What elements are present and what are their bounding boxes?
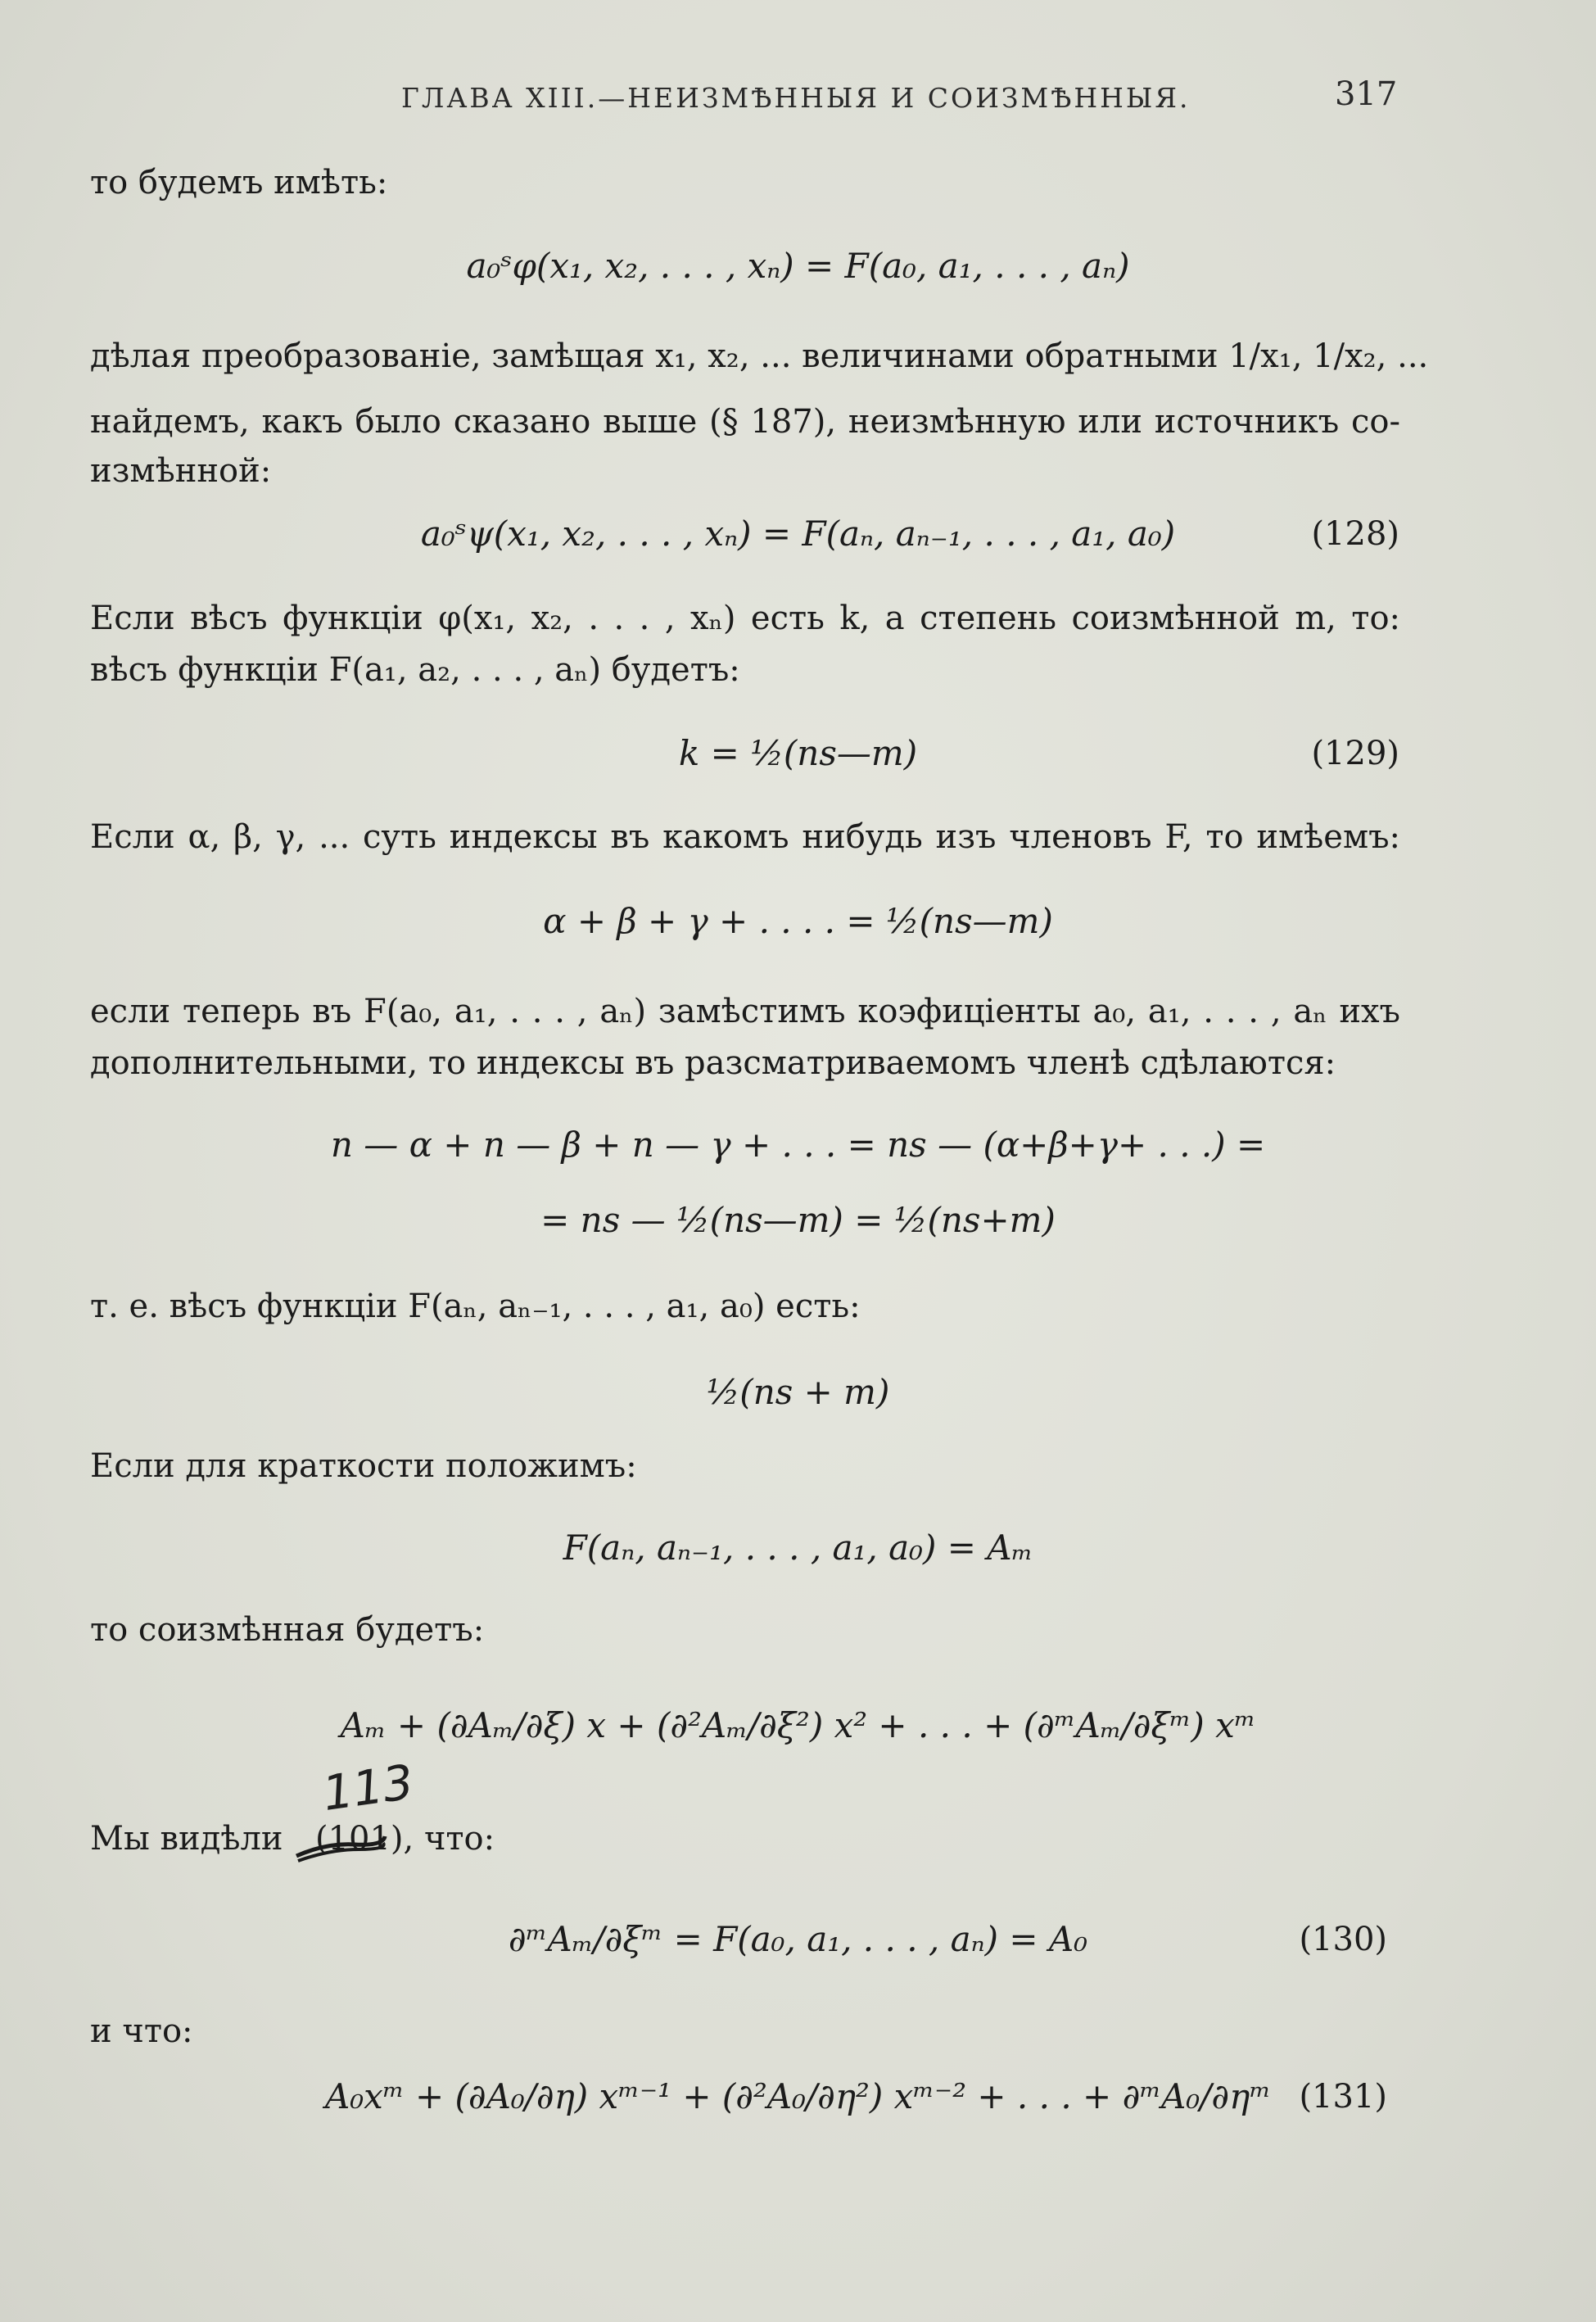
- equation-number-130: (130): [1299, 1921, 1387, 1958]
- text-line-9: дополнительными, то индексы въ разсматриваемомъ членѣ сдѣлаются:: [90, 1044, 1336, 1082]
- text-line-13-end: что:: [423, 1820, 495, 1858]
- text-line-11: Если для краткости положимъ:: [90, 1447, 637, 1485]
- text-line-10: т. е. вѣсъ функціи F(aₙ, aₙ₋₁, . . . , a₁, a₀) есть:: [90, 1288, 861, 1325]
- formula-9: Aₘ + (∂Aₘ/∂ξ) x + (∂²Aₘ/∂ξ²) x² + . . . + (∂ᵐAₘ/∂ξᵐ) xᵐ: [340, 1705, 1256, 1745]
- equation-number-128: (128): [1311, 515, 1399, 553]
- formula-4: α + β + γ + . . . . = ½(ns—m): [543, 901, 1053, 941]
- text-line-3: найдемъ, какъ было сказано выше (§ 187), неизмѣнную или источникъ со-: [90, 403, 1400, 441]
- formula-1: a₀ˢφ(x₁, x₂, . . . , xₙ) = F(a₀, a₁, . . . , aₙ): [466, 246, 1130, 286]
- strikethrough-mark: [293, 1831, 387, 1864]
- formula-7: ½(ns + m): [706, 1372, 890, 1412]
- text-line-2: дѣлая преобразованіе, замѣщая x₁, x₂, ... величинами обратными 1/x₁, 1/x₂, ...: [90, 337, 1429, 375]
- text-line-5: Если вѣсъ функціи φ(x₁, x₂, . . . , xₙ) есть k, а степень соизмѣнной m, то:: [90, 600, 1400, 637]
- text-line-12: то соизмѣнная будетъ:: [90, 1611, 485, 1649]
- running-head: ГЛАВА XIII.—НЕИЗМѢННЫЯ И СОИЗМѢННЫЯ.: [401, 82, 1191, 114]
- handwritten-annotation: 113: [319, 1754, 417, 1822]
- struck-reference: (101),: [314, 1820, 414, 1858]
- formula-3: k = ½(ns—m): [678, 733, 918, 773]
- equation-number-129: (129): [1311, 735, 1399, 772]
- text-line-1: то будемъ имѣть:: [90, 164, 388, 201]
- formula-2: a₀ˢψ(x₁, x₂, . . . , xₙ) = F(aₙ, aₙ₋₁, . . . , a₁, a₀): [420, 514, 1176, 554]
- page-header: [0, 75, 1596, 116]
- page-number: 317: [1335, 75, 1398, 113]
- text-line-6: вѣсъ функціи F(a₁, a₂, . . . , aₙ) будетъ:: [90, 651, 740, 689]
- text-line-4: измѣнной:: [90, 452, 272, 490]
- text-line-13-start: Мы видѣли: [90, 1820, 283, 1858]
- text-line-14: и что:: [90, 2012, 193, 2050]
- formula-10: ∂ᵐAₘ/∂ξᵐ = F(a₀, a₁, . . . , aₙ) = A₀: [508, 1919, 1088, 1959]
- text-line-7: Если α, β, γ, ... суть индексы въ какомъ нибудь изъ членовъ F, то имѣемъ:: [90, 818, 1400, 856]
- formula-8: F(aₙ, aₙ₋₁, . . . , a₁, a₀) = Aₘ: [563, 1528, 1033, 1568]
- text-line-8: если теперь въ F(a₀, a₁, . . . , aₙ) замѣстимъ коэфиціенты a₀, a₁, . . . , aₙ ихъ: [90, 993, 1400, 1030]
- formula-11: A₀xᵐ + (∂A₀/∂η) xᵐ⁻¹ + (∂²A₀/∂η²) xᵐ⁻² + . . . + ∂ᵐA₀/∂ηᵐ: [324, 2076, 1272, 2116]
- formula-5: n — α + n — β + n — γ + . . . = ns — (α+β+γ+ . . .) =: [330, 1125, 1266, 1165]
- formula-6: = ns — ½(ns—m) = ½(ns+m): [540, 1200, 1056, 1240]
- text-line-13: [90, 1814, 1400, 1863]
- equation-number-131: (131): [1299, 2078, 1387, 2116]
